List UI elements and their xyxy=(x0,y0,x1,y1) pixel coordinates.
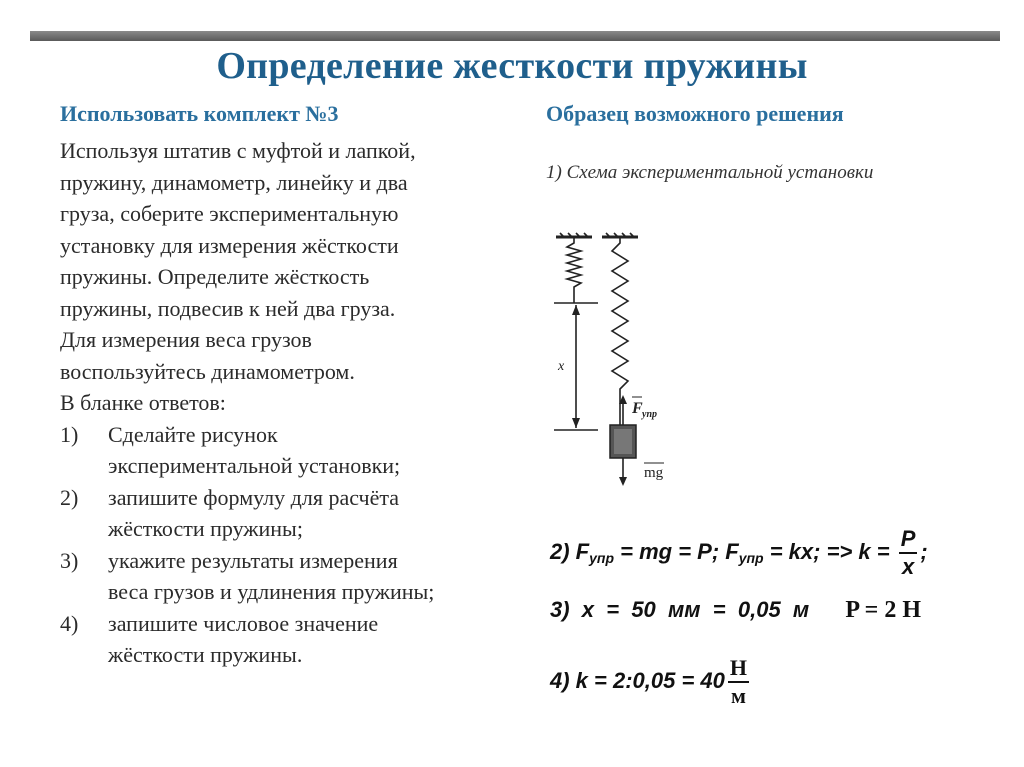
kit-heading: Использовать комплект №3 xyxy=(60,101,339,126)
formula-part: ; xyxy=(920,538,928,564)
arrow-head xyxy=(572,305,580,315)
task-line: установку для измерения жёсткости xyxy=(60,232,399,258)
arrow-head xyxy=(619,477,627,486)
step-line: веса грузов и удлинения пружины; xyxy=(108,579,435,604)
step-line: запишите числовое значение xyxy=(108,610,379,636)
formula-part: 2) F xyxy=(550,538,590,564)
step-number: 4) xyxy=(60,610,79,636)
task-text xyxy=(60,135,520,671)
top-divider-bar xyxy=(30,31,1000,41)
formula-part: = mg = P; F xyxy=(614,538,739,564)
step-number: 3) xyxy=(60,547,79,573)
list-item xyxy=(60,482,520,545)
measurement-x: 3) x = 50 мм = 0,05 м xyxy=(550,597,810,622)
step-line: жёсткости пружины; xyxy=(108,516,303,541)
list-item xyxy=(60,419,520,482)
formula-step-4 xyxy=(550,655,752,709)
arrow-head xyxy=(572,418,580,428)
formula-step-2 xyxy=(550,526,928,580)
fraction-p-over-x xyxy=(899,526,918,580)
unit-fraction xyxy=(728,655,749,709)
fraction-numerator: P xyxy=(899,526,918,554)
x-label: x xyxy=(558,359,565,374)
fraction-denominator: x xyxy=(901,554,915,579)
step-line: Сделайте рисунок xyxy=(108,421,278,447)
list-item xyxy=(60,545,520,608)
formula-subscript: упр xyxy=(738,549,764,566)
formula-step-3 xyxy=(550,597,921,624)
task-line: Используя штатив с муфтой и лапкой, xyxy=(60,138,416,163)
task-line: пружины, подвесив к ней два груза. xyxy=(60,295,396,321)
unit-numerator: Н xyxy=(728,655,749,683)
task-line: пружины. Определите жёсткость xyxy=(60,264,370,289)
scheme-caption: 1) Схема экспериментальной установки xyxy=(546,162,874,183)
task-line: Для измерения веса грузов xyxy=(60,327,312,352)
gravity-label: mg xyxy=(644,465,664,481)
weight-shade xyxy=(614,429,632,454)
task-line: воспользуйтесь динамометром. xyxy=(60,358,355,384)
task-line: груза, соберите экспериментальную xyxy=(60,201,399,226)
step-line: экспериментальной установки; xyxy=(108,453,401,478)
spring-setup-diagram xyxy=(540,225,690,490)
step-number: 2) xyxy=(60,484,79,510)
list-item xyxy=(60,608,520,671)
answer-steps-list xyxy=(60,419,520,671)
unit-denominator: м xyxy=(730,683,746,708)
spring-stretched xyxy=(612,237,628,425)
spring-unstretched xyxy=(567,237,581,303)
solution-heading: Образец возможного решения xyxy=(546,101,844,126)
measurement-p: P = 2 Н xyxy=(845,597,921,623)
formula-part: = kx; => k = xyxy=(763,538,896,564)
step-line: укажите результаты измерения xyxy=(108,547,398,573)
step-number: 1) xyxy=(60,421,79,447)
step-line: жёсткости пружины. xyxy=(108,642,303,667)
force-sub-label: упр xyxy=(642,409,657,420)
task-line: пружину, динамометр, линейку и два xyxy=(60,169,408,195)
force-label: F xyxy=(632,400,643,417)
formula-subscript: упр xyxy=(589,549,615,566)
page-title: Определение жесткости пружины xyxy=(216,45,808,87)
task-line: В бланке ответов: xyxy=(60,390,226,415)
step-line: запишите формулу для расчёта xyxy=(108,484,400,510)
result-k: 4) k = 2:0,05 = 40 xyxy=(550,667,725,693)
